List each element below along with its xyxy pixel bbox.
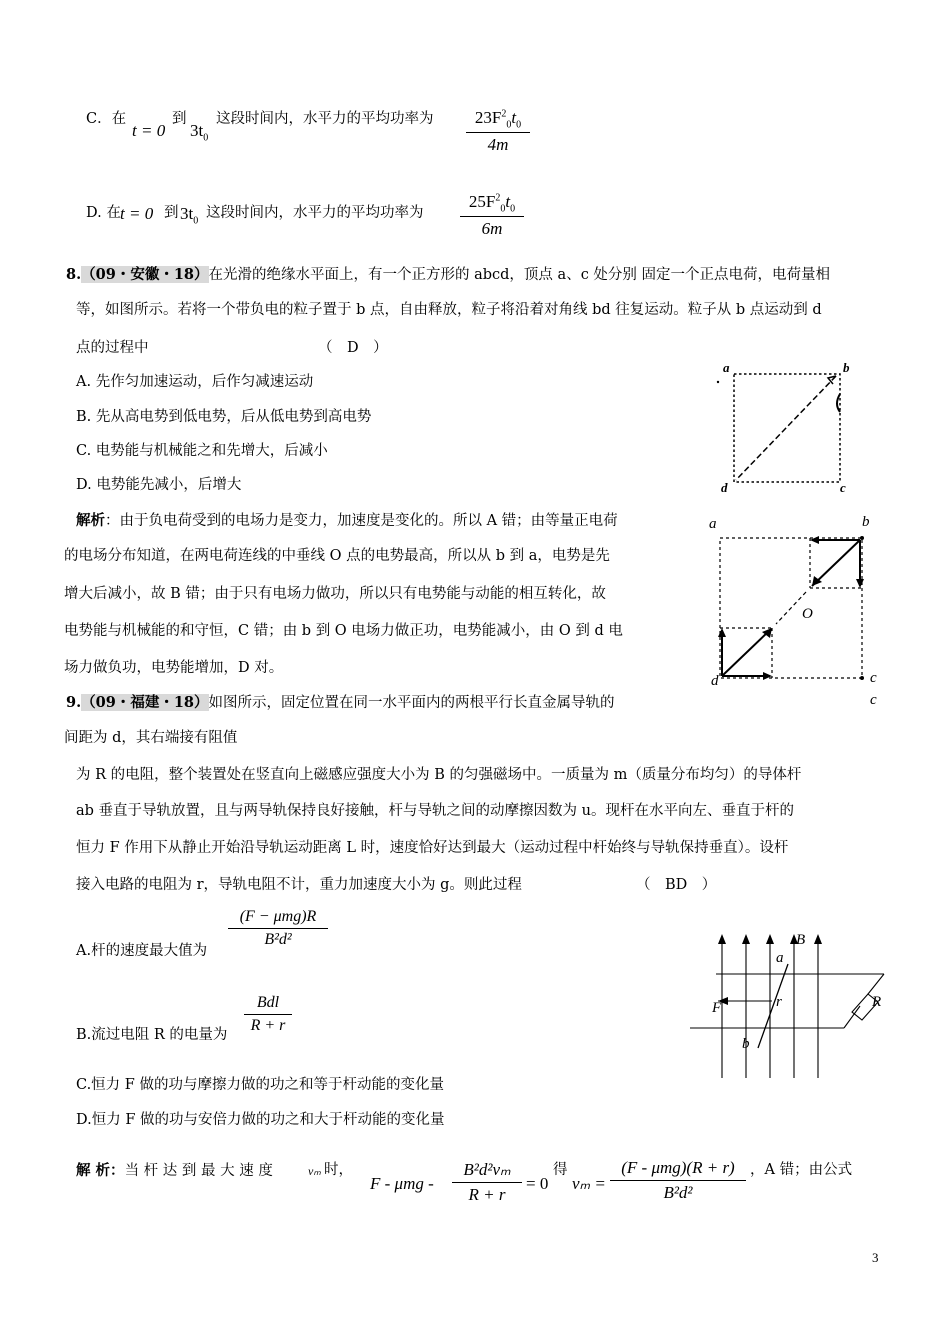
q7-option-c-prefix: C．在 — [86, 111, 127, 127]
q8-stem-line3: 点的过程中 — [76, 340, 149, 356]
q9-fig-label-a: a — [776, 950, 784, 966]
q8-fig2-label-c: c — [870, 670, 877, 686]
q9-option-c: C.恒力 F 做的功与摩擦力做的功之和等于杆动能的变化量 — [76, 1077, 444, 1093]
q7-option-d-to: 到 — [164, 205, 179, 221]
q8-fig1-label-d: d — [721, 480, 728, 495]
q9-eq2-fraction: (F - μmg)(R + r) B²d² — [610, 1158, 746, 1203]
q7-option-c-math-t0: t = 0 — [132, 121, 166, 140]
q9-analysis-start: 解 析：当 杆 达 到 最 大 速 度 — [76, 1162, 273, 1179]
q8-analysis-line4: 电势能与机械能的和守恒，C 错；由 b 到 O 电场力做正功，电势能减小，由 O 到 d 电 — [64, 623, 623, 639]
q8-option-d: D. 电势能先减小，后增大 — [76, 477, 242, 493]
q7-option-d-math-3t0: $3t_0$ — [180, 204, 199, 227]
q9-analysis-get: 得 — [553, 1162, 568, 1178]
q9-stem-line6: 接入电路的电阻为 r，导轨电阻不计，重力加速度大小为 g。则此过程 — [76, 877, 522, 893]
q9-eq1-right: = 0 — [526, 1174, 549, 1193]
q8-figure-square — [716, 362, 866, 494]
q8-figure-analysis — [716, 530, 876, 690]
q8-fig2-label-a: a — [709, 516, 717, 532]
q7-option-d-text: 这段时间内，水平力的平均功率为 — [206, 205, 424, 221]
q9-stem-line5: 恒力 F 作用下从静止开始沿导轨运动距离 L 时，速度恰好达到最大（运动过程中杆始终与导轨保持垂直）。设杆 — [76, 840, 789, 856]
q8-analysis-line2: 的电场分布知道，在两电荷连线的中垂线 O 点的电势最高，所以从 b 到 a，电势是先 — [64, 548, 610, 564]
q8-analysis-line5: 场力做负功，电势能增加，D 对。 — [64, 660, 284, 676]
q9-analysis-vm: vₘ — [308, 1164, 321, 1178]
page-number: 3 — [872, 1250, 879, 1265]
q9-option-b-text: B.流过电阻 R 的电量为 — [76, 1027, 228, 1043]
q8-stem-line1: 8.（09・安徽・18）在光滑的绝缘水平面上，有一个正方形的 abcd，顶点 a、c 处分别 固定一个正点电荷，电荷量相 — [66, 266, 831, 283]
q7-option-c-text: 这段时间内，水平力的平均功率为 — [216, 111, 434, 127]
q9-fig-label-R: R — [872, 994, 882, 1010]
q9-eq2-left: vₘ = — [572, 1174, 606, 1193]
q9-stem-line4: ab 垂直于导轨放置，且与两导轨保持良好接触，杆与导轨之间的动摩擦因数为 u。现杆在水平向左、垂直于杆的 — [76, 803, 794, 819]
q8-option-a: A. 先作匀加速运动，后作匀减速运动 — [76, 374, 314, 390]
q8-fig1-label-b: b — [843, 360, 850, 375]
q7-option-c-math-3t0: $3t_0$ — [190, 121, 209, 144]
q8-fig2-label-o: O — [802, 606, 813, 622]
q9-stem-line1: 9.（09・福建・18）如图所示，固定位置在同一水平面内的两根平行长直金属导轨的 — [66, 694, 615, 711]
q7-option-d-math-t0: t = 0 — [120, 204, 154, 223]
q8-analysis-line1: 解析：由于负电荷受到的电场力是变力，加速度是变化的。所以 A 错；由等量正电荷 — [76, 512, 618, 529]
q9-analysis-when: 时， — [324, 1162, 353, 1178]
q8-option-c: C. 电势能与机械能之和先增大，后减小 — [76, 443, 328, 459]
q9-eq1-fraction: $\frac{\text{B²d²vₘ}}{R + r}$ — [452, 1160, 522, 1205]
q9-fig-label-r: r — [776, 994, 782, 1010]
q9-fig-label-b: b — [742, 1036, 750, 1052]
q7-option-c-fraction: $\frac{23F^2_0t_0}{4m}$ — [466, 108, 530, 155]
q8-answer: （ D ） — [318, 340, 388, 356]
q8-analysis-line3: 增大后减小，故 B 错；由于只有电场力做功，所以只有电势能与动能的相互转化，故 — [64, 586, 606, 602]
q9-option-a-fraction: (F − μmg)R B²d² — [228, 908, 328, 949]
q7-option-d-prefix: D. 在 — [86, 205, 121, 221]
q8-option-b: B. 先从高电势到低电势，后从低电势到高电势 — [76, 409, 372, 425]
q7-option-c-to: 到 — [172, 111, 187, 127]
q8-fig2-label-d: d — [711, 673, 719, 689]
q9-fig-label-B: B — [796, 932, 806, 948]
q9-stem-line3: 为 R 的电阻，整个装置处在竖直向上磁感应强度大小为 B 的匀强磁场中。一质量为 m（质量分布均匀）的导体杆 — [76, 767, 802, 783]
q9-option-d: D.恒力 F 做的功与安倍力做的功之和大于杆动能的变化量 — [76, 1112, 445, 1128]
q7-option-d-fraction: $\frac{25F^2_0t_0}{6m}$ — [460, 192, 524, 239]
q9-analysis-end: ，A 错；由公式 — [750, 1162, 853, 1178]
q8-source-tag: （09・安徽・18） — [81, 266, 209, 283]
q9-option-b-fraction: Bdl R + r — [244, 994, 292, 1035]
q8-fig1-label-a: a — [723, 360, 730, 375]
q9-fig-label-F: F — [712, 1000, 722, 1016]
q9-answer: （ BD ） — [636, 877, 717, 893]
q8-stem-line2: 等，如图所示。若将一个带负电的粒子置于 b 点，自由释放，粒子将沿着对角线 bd 往复运动。粒子从 b 点运动到 d — [76, 302, 822, 318]
q8-fig2-label-b: b — [862, 514, 870, 530]
q9-source-tag: （09・福建・18） — [81, 694, 209, 711]
q9-eq1-left: F - μmg - — [370, 1174, 434, 1193]
q8-fig2-label-c-extra: c — [870, 692, 877, 708]
q9-stem-line2: 间距为 d，其右端接有阻值 — [64, 730, 238, 746]
q9-option-a-text: A.杆的速度最大值为 — [76, 943, 208, 959]
q8-fig1-label-c: c — [840, 480, 846, 495]
